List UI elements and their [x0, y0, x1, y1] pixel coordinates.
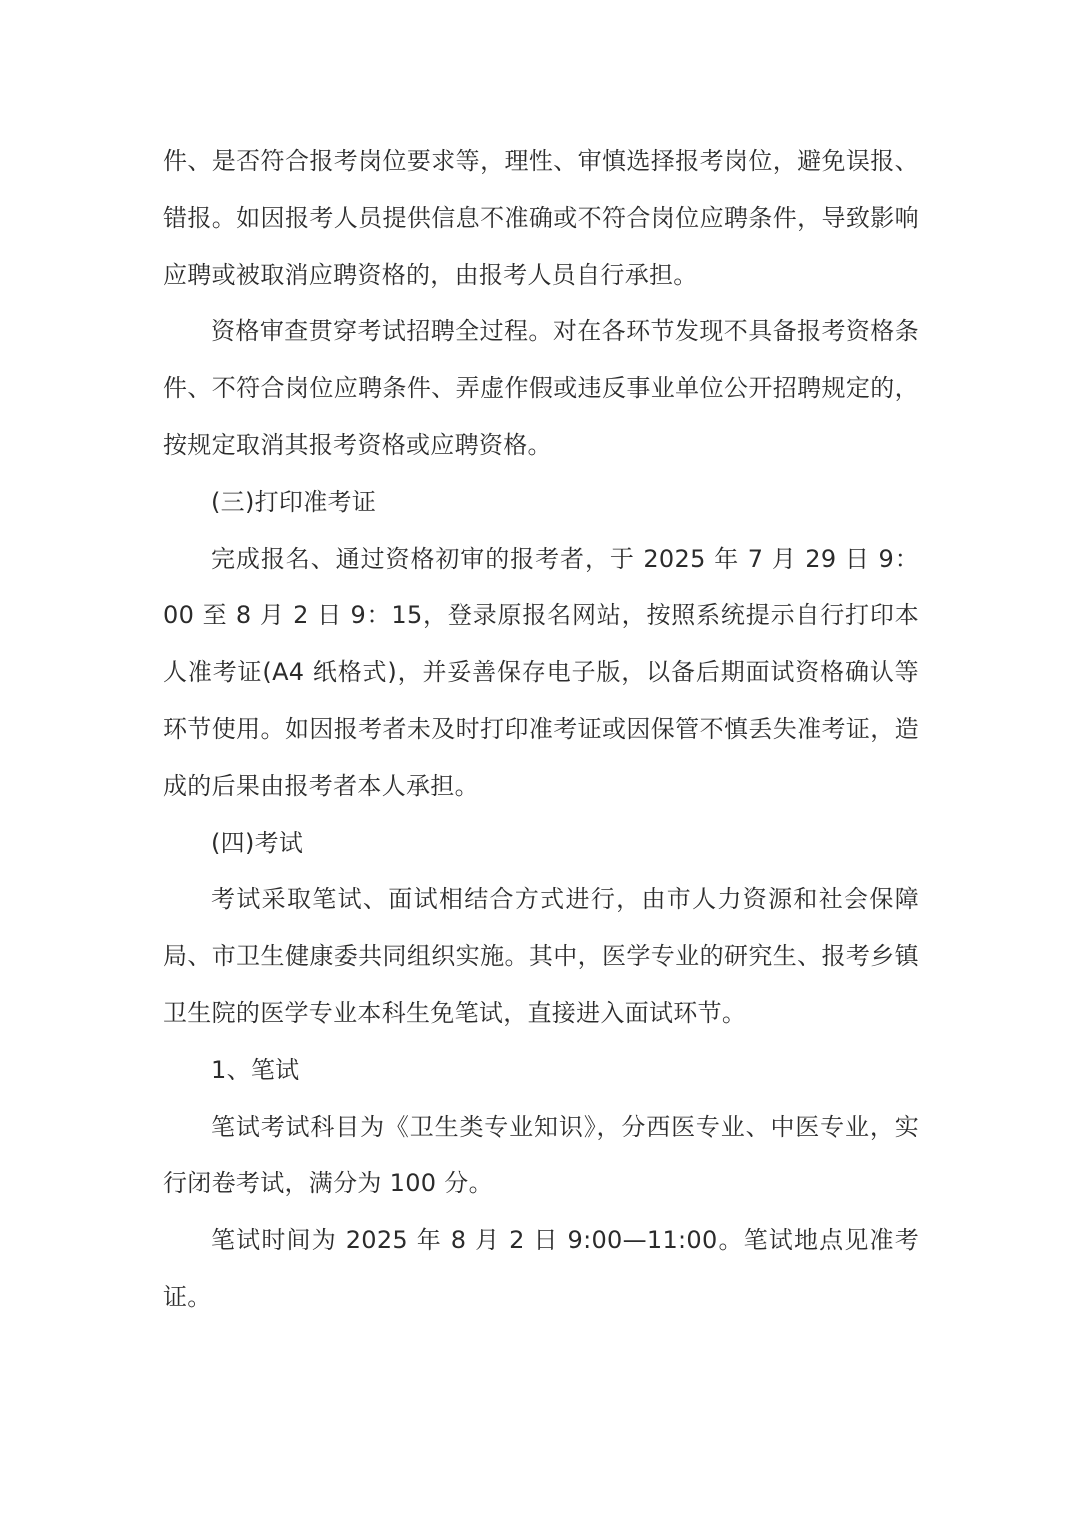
paragraph-continued-text: 件、是否符合报考岗位要求等，理性、审慎选择报考岗位，避免误报、错报。如因报考人员提供信息不准确或不符合岗位应聘条件，导致影响应聘或被取消应聘资格的，由报考人员自行承担。	[163, 147, 919, 289]
paragraph-written-exam-time: 笔试时间为 2025 年 8 月 2 日 9:00—11:00。笔试地点见准考证。	[163, 1226, 919, 1311]
paragraph-qualification-review: 资格审查贯穿考试招聘全过程。对在各环节发现不具备报考资格条件、不符合岗位应聘条件、弄虚作假或违反事业单位公开招聘规定的，按规定取消其报考资格或应聘资格。	[163, 317, 919, 459]
paragraph-written-exam-subject: 笔试考试科目为《卫生类专业知识》，分西医专业、中医专业，实行闭卷考试，满分为 100 分。	[163, 1112, 919, 1198]
paragraph-exam-method: 考试采取笔试、面试相结合方式进行，由市人力资源和社会保障局、市卫生健康委共同组织实施。其中，医学专业的研究生、报考乡镇卫生院的医学专业本科生免笔试，直接进入面试环节。	[163, 885, 919, 1027]
section-heading-exam: (四)考试	[211, 828, 304, 857]
section-heading-print-admission-ticket: (三)打印准考证	[211, 487, 377, 516]
paragraph-admission-ticket: 完成报名、通过资格初审的报考者，于 2025 年 7 月 29 日 9：00 至 8 月 2 日 9：15，登录原报名网站，按照系统提示自行打印本人准考证(A4 纸格式)，并妥善保存电子版，以备后期面试资格确认等环节使用。如因报考者未及时打印准考证或因保管不慎丢失准考证，造成的后果由报考者本人承担。	[163, 544, 919, 800]
document-body	[163, 133, 919, 1326]
subsection-heading-written-exam: 1、笔试	[211, 1055, 300, 1084]
